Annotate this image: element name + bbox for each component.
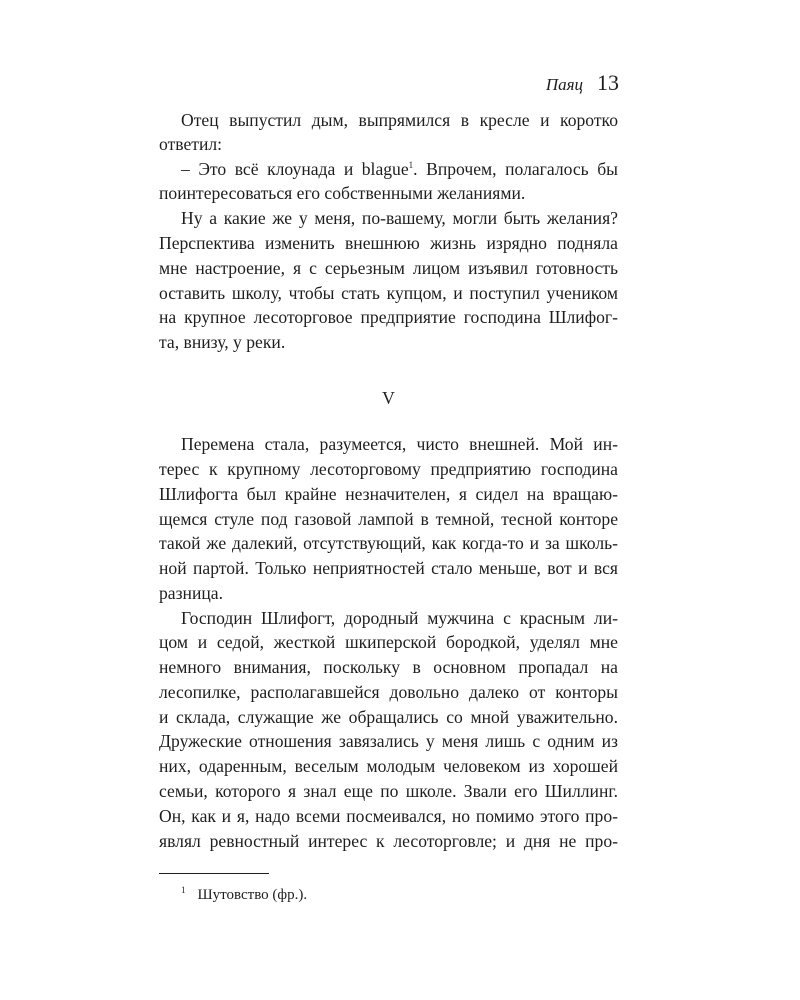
- text-line: Отец выпустил дым, выпрямился в кресле и коротко: [181, 110, 618, 130]
- footnote-separator: [159, 873, 269, 874]
- text-line: Ну а какие же у меня, по-вашему, могли быть желания?: [181, 208, 618, 228]
- text-line: Дружеские отношения завязались у меня лишь с одним из: [159, 731, 618, 751]
- text-line: лесопилке, располагавшейся довольно далеко от конторы: [159, 682, 618, 702]
- text-line: и склада, служащие же обращались со мной уважительно.: [159, 707, 618, 727]
- text-segment: . Впрочем, полагалось бы: [413, 159, 618, 179]
- text-line: Господин Шлифогт, дородный мужчина с красным ли-: [181, 608, 618, 628]
- text-line: них, одаренным, веселым молодым человеком из хорошей: [159, 756, 618, 776]
- text-line: ответил:: [159, 134, 223, 154]
- text-line: цом и седой, жесткой шкиперской бородкой, уделял мне: [159, 632, 618, 652]
- text-line: такой же далекий, отсутствующий, как когда-то и за школь-: [159, 533, 618, 553]
- text-line: щемся стуле под газовой лампой в темной, тесной конторе: [159, 509, 618, 529]
- text-segment: – Это всё клоунада и blague: [181, 159, 409, 179]
- text-line: Перемена стала, разумеется, чисто внешней. Мой ин-: [181, 434, 618, 454]
- text-line: на крупное лесоторговое предприятие господина Шлифог-: [159, 307, 618, 327]
- text-line: ной партой. Только неприятностей стало меньше, вот и вся: [159, 558, 618, 578]
- text-line: Перспектива изменить внешнюю жизнь изрядно подняла: [159, 233, 618, 253]
- text-line: Шлифогта был крайне незначителен, я сидел на вращаю-: [159, 484, 618, 504]
- text-line: являл ревностный интерес к лесоторговле; и дня не про-: [159, 831, 618, 851]
- text-line-with-footnote: [181, 157, 618, 181]
- text-line: Он, как и я, надо всеми посмеивался, но помимо этого про-: [159, 806, 618, 826]
- footnote-reference: 1: [408, 160, 414, 171]
- chapter-heading: V: [382, 388, 395, 408]
- text-line: терес к крупному лесоторговому предприятию господина: [159, 459, 618, 479]
- page-number: 13: [597, 70, 619, 95]
- text-line: та, внизу, у реки.: [159, 332, 286, 352]
- running-title: Паяц: [545, 75, 583, 94]
- footnote: [181, 880, 307, 905]
- text-line: немного внимания, поскольку в основном пропадал на: [159, 657, 618, 677]
- text-line: оставить школу, чтобы стать купцом, и поступил учеником: [159, 283, 618, 303]
- text-line: разница.: [159, 583, 224, 603]
- text-line: поинтересоваться его собственными желаниями.: [159, 183, 526, 203]
- text-line: мне настроение, я с серьезным лицом изъявил готовность: [159, 258, 618, 278]
- footnote-text: Шутовство (фр.).: [197, 887, 308, 903]
- footnote-marker: 1: [181, 885, 186, 895]
- text-line: семьи, которого я знал еще по школе. Звали его Шиллинг.: [159, 781, 618, 801]
- page-header: [546, 70, 619, 96]
